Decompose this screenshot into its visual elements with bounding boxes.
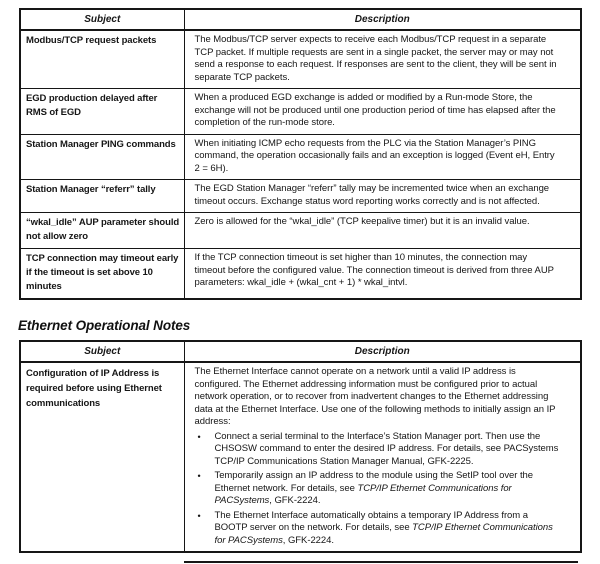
table-row bbox=[20, 362, 581, 552]
description-intro: The Ethernet Interface cannot operate on a network until a valid IP address is configured. The Ethernet addressing information must be configured prior to actual network operation, or to recover from inadvertent changes to the Ethernet addressing data at the Ethernet Interface. Use one of the following methods to initially assign an IP address: bbox=[194, 366, 556, 427]
table2-body bbox=[20, 362, 581, 552]
description-column-header: Description bbox=[184, 341, 581, 362]
subject-cell: “wkal_idle” AUP parameter should not allow zero bbox=[20, 213, 184, 249]
table-row bbox=[20, 89, 581, 135]
subject-cell: Station Manager PING commands bbox=[20, 134, 184, 180]
header-row bbox=[20, 9, 581, 30]
table-row bbox=[20, 134, 581, 180]
subject-cell: Configuration of IP Address is required before using Ethernet communications bbox=[20, 362, 184, 552]
subject-cell: Station Manager “referr” tally bbox=[20, 180, 184, 213]
description-cell: When a produced EGD exchange is added or modified by a Run-mode Store, the exchange will not be produced until one production period of time has elapsed after the completion of the run-mode store. bbox=[184, 89, 581, 135]
bullet-item bbox=[195, 431, 561, 469]
row-divider-line bbox=[184, 561, 578, 563]
bullet-text-segment: , GFK-2224. bbox=[269, 495, 321, 506]
bullet-text bbox=[215, 510, 561, 548]
subject-cell: Modbus/TCP request packets bbox=[20, 30, 184, 89]
description-cell: The Modbus/TCP server expects to receive each Modbus/TCP request in a separate TCP packet. If multiple requests are sent in a single packet, the server may or may not send a response to each request. If responses are sent to the client, they will be sent in separate TCP packets. bbox=[184, 30, 581, 89]
bullet-marker-icon: • bbox=[197, 471, 201, 481]
description-column-header: Description bbox=[184, 9, 581, 30]
section-heading: Ethernet Operational Notes bbox=[18, 318, 191, 333]
table-row bbox=[20, 180, 581, 213]
bullet-text-segment: The Ethernet Interface automatically obtains a temporary IP Address from a BOOTP server on the network. For details, see bbox=[214, 509, 528, 533]
bullet-marker-icon: • bbox=[197, 510, 201, 521]
bullet-text bbox=[215, 470, 561, 508]
description-cell: When initiating ICMP echo requests from the PLC via the Station Manager’s PING command, the operation occasionally fails and an exception is logged (Event eH, Entry 2 = 6H). bbox=[184, 134, 581, 180]
description-cell: If the TCP connection timeout is set higher than 10 minutes, the connection may timeout before the configured value. The connection timeout is derived from three AUP parameters: wkal_idle + (wkal_cnt + 1) * wkal_intvl. bbox=[184, 249, 581, 300]
bullet-item bbox=[195, 510, 561, 548]
bullet-text-segment: Connect a serial terminal to the Interface’s Station Manager port. Then use the CHSOSW command to enter the desired IP address. For details, see PACSystems TCP/IP Communications Station Manager Manual, GFK-2225. bbox=[214, 430, 559, 467]
table-row bbox=[20, 249, 581, 300]
manual-title-reference: TCP/IP Ethernet Communications for PACSystems bbox=[214, 482, 512, 506]
bullet-item bbox=[195, 470, 561, 508]
subject-column-header: Subject bbox=[20, 9, 184, 30]
subject-column-header: Subject bbox=[20, 341, 184, 362]
table1-body bbox=[20, 30, 581, 299]
description-cell: Zero is allowed for the “wkal_idle” (TCP keepalive timer) but it is an invalid value. bbox=[184, 213, 581, 249]
ethernet-operational-notes-table bbox=[19, 340, 582, 553]
table-row bbox=[20, 213, 581, 249]
operational-notes-table-1 bbox=[19, 8, 582, 300]
bullet-text-segment: Temporarily assign an IP address to the module using the SetIP tool over the Ethernet network. For details, see bbox=[214, 470, 534, 494]
manual-title-reference: TCP/IP Ethernet Communications for PACSystems bbox=[214, 522, 553, 546]
table-row bbox=[20, 30, 581, 89]
subject-cell: EGD production delayed after RMS of EGD bbox=[20, 89, 184, 135]
bullet-text bbox=[215, 431, 561, 469]
bullet-text-segment: , GFK-2224. bbox=[282, 534, 334, 546]
description-cell bbox=[184, 362, 581, 552]
header-row bbox=[20, 341, 581, 362]
subject-cell: TCP connection may timeout early if the timeout is set above 10 minutes bbox=[20, 249, 184, 300]
bullet-marker-icon: • bbox=[197, 431, 201, 442]
description-cell: The EGD Station Manager “referr” tally may be incremented twice when an exchange timeout occurs. Exchange status word reporting works correctly and is not affected. bbox=[184, 180, 581, 213]
